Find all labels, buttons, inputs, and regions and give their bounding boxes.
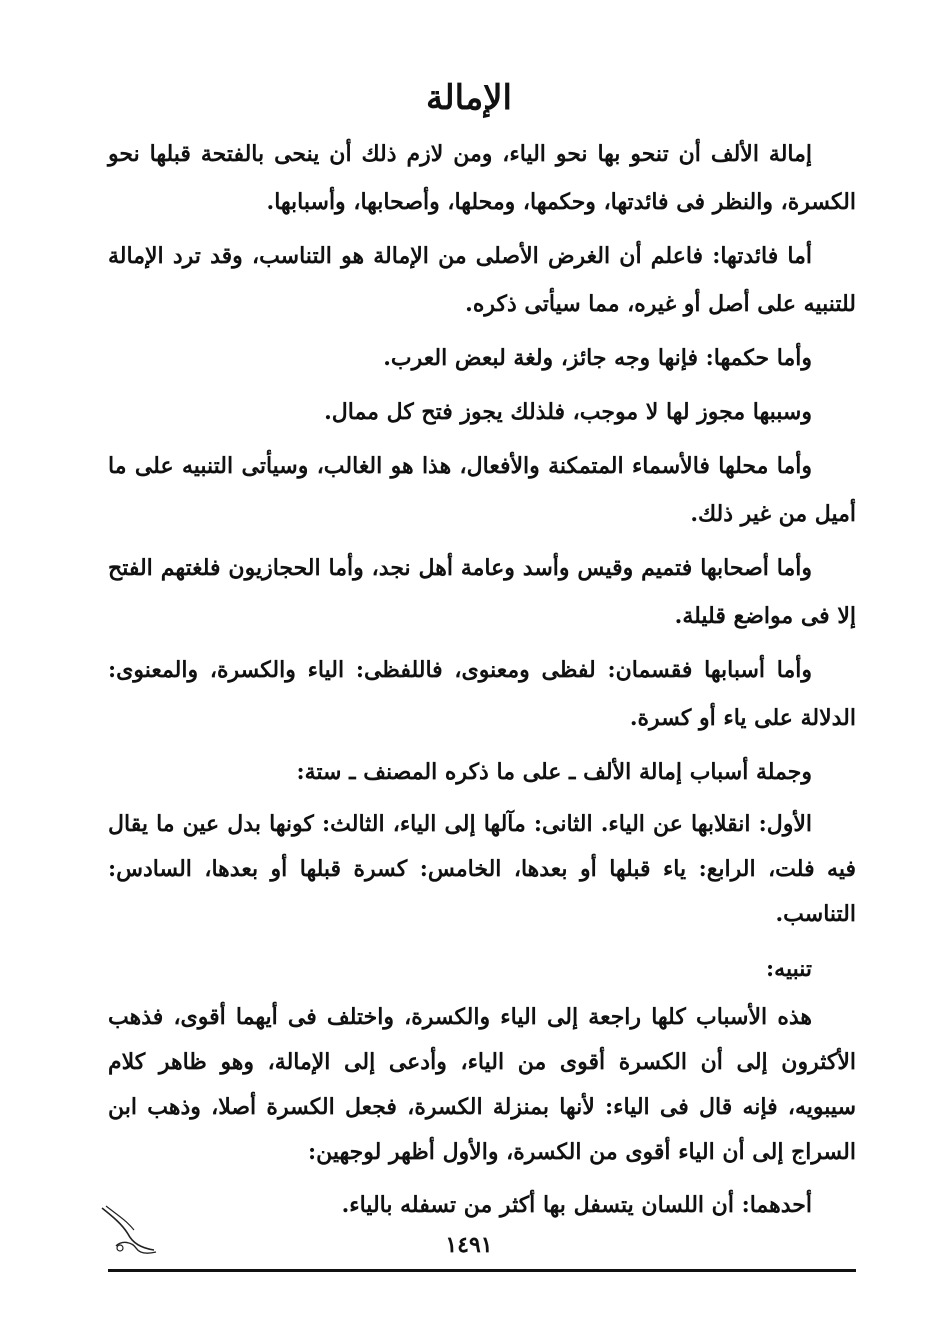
paragraph-reasons: وأما أسبابها فقسمان: لفظى ومعنوى، فاللفظى: الياء والكسرة، والمعنوى: الدلالة على ياء أو كسرة. — [108, 657, 856, 731]
page-number: ١٤٩١ — [445, 1232, 493, 1258]
note-heading: تنبيه: — [766, 956, 812, 982]
paragraph-reasons-summary: وجملة أسباب إمالة الألف ـ على ما ذكره المصنف ـ ستة: — [296, 759, 812, 785]
footer-rule — [108, 1269, 856, 1272]
paragraph-first-reason: أحدهما: أن اللسان يتسفل بها أكثر من تسفله بالياء. — [341, 1192, 812, 1218]
page-title: الإمالة — [426, 78, 512, 118]
paragraph-definition: إمالة الألف أن تنحو بها نحو الياء، ومن لازم ذلك أن ينحى بالفتحة قبلها نحو الكسرة، والنظر فى فائدتها، وحكمها، ومحلها، وأصحابها، وأسبابها. — [108, 141, 856, 215]
paragraph-ruling: وأما حكمها: فإنها وجه جائز، ولغة لبعض العرب. — [383, 345, 812, 371]
paragraph-speakers: وأما أصحابها فتميم وقيس وأسد وعامة أهل نجد، وأما الحجازيون فلغتهم الفتح إلا فى مواضع قليلة. — [108, 555, 856, 629]
paragraph-location: وأما محلها فالأسماء المتمكنة والأفعال، هذا هو الغالب، وسيأتى التنبيه على ما أميل من غير ذلك. — [108, 453, 856, 527]
document-body — [108, 130, 856, 1235]
paragraph-six-reasons: الأول: انقلابها عن الياء. الثانى: مآلها إلى الياء، الثالث: كونها بدل عين ما يقال فيه فلت، الرابع: ياء قبلها أو بعدها، الخامس: كسرة قبلها أو بعدها، السادس: التناسب. — [108, 811, 856, 927]
paragraph-note: هذه الأسباب كلها راجعة إلى الياء والكسرة، واختلف فى أيهما أقوى، فذهب الأكثرون إلى أن الكسرة أقوى من الياء، وأدعى إلى الإمالة، وهو ظاهر كلام سيبويه، فإنه قال فى الياء: لأنها بمنزلة الكسرة، فجعل الكسرة أصلا، وذهب ابن السراج إلى أن الياء أقوى من الكسرة، والأول أظهر لوجهين: — [108, 1004, 856, 1165]
paragraph-benefit: أما فائدتها: فاعلم أن الغرض الأصلى من الإمالة هو التناسب، وقد ترد الإمالة للتنبيه على أصل أو غيره، مما سيأتى ذكره. — [108, 243, 856, 317]
paragraph-cause: وسببها مجوز لها لا موجب، فلذلك يجوز فتح كل ممال. — [324, 399, 812, 425]
